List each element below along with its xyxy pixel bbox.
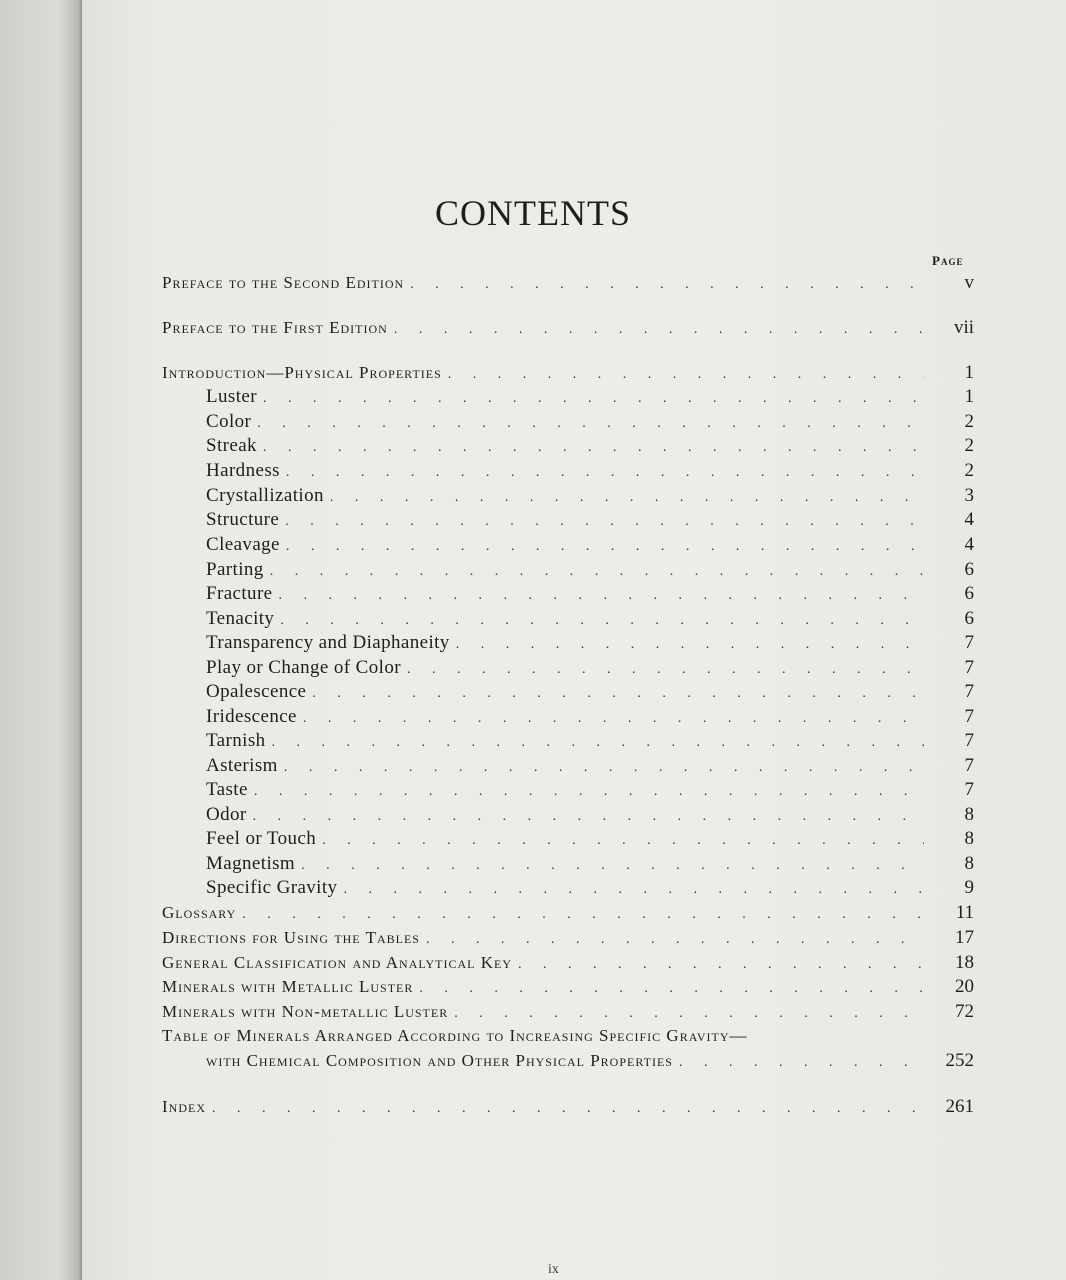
toc-subentry [206, 754, 974, 778]
toc-subentry [206, 729, 974, 753]
toc-entry-page: 7 [964, 681, 974, 702]
toc-subentry [206, 558, 974, 582]
toc-entry-page: 4 [964, 509, 974, 530]
toc-entry-label: Luster [206, 386, 257, 407]
dot-leader [242, 903, 924, 927]
toc-entry-label: Index [162, 1097, 206, 1116]
toc-entry-label: Fracture [206, 583, 273, 604]
contents-heading: CONTENTS [435, 193, 631, 233]
dot-leader [279, 584, 925, 608]
dot-leader [679, 1051, 924, 1075]
toc-subentry [206, 508, 974, 532]
dot-leader [285, 510, 924, 534]
toc-entry-label: Specific Gravity [206, 877, 338, 898]
toc-entry-page: 17 [955, 927, 974, 948]
toc-entry-page: vii [953, 317, 974, 338]
toc-entry-label: Asterism [206, 755, 278, 776]
toc-entry-page: 9 [964, 877, 974, 898]
toc-entry-page: 11 [955, 902, 974, 923]
toc-entry-label: Glossary [162, 903, 237, 922]
toc-entry-label: Cleavage [206, 534, 280, 555]
toc-entry-label: Directions for Using the Tables [162, 928, 420, 947]
toc-entry [162, 1000, 974, 1024]
toc-entry-page: 8 [964, 804, 974, 825]
toc-entry-label: Iridescence [206, 706, 297, 727]
toc-entry-page: 3 [964, 485, 974, 506]
toc-entry-page: 7 [964, 706, 974, 727]
toc-entry-page: 7 [964, 657, 974, 678]
toc-subentry [206, 410, 974, 434]
toc-entry-page: v [964, 272, 974, 293]
toc-entry-label: Preface to the First Edition [162, 318, 388, 337]
toc-subentry [206, 680, 974, 704]
dot-leader [448, 363, 924, 387]
toc-subentry [206, 533, 974, 557]
toc-subentry [206, 827, 974, 851]
toc-entry-page: 6 [964, 559, 974, 580]
toc-entry-label: Tarnish [206, 730, 266, 751]
toc-entry [162, 951, 974, 975]
page-folio: ix [548, 1262, 559, 1277]
toc-entry-label: Streak [206, 435, 257, 456]
dot-leader [263, 436, 924, 460]
toc-subentry [206, 803, 974, 827]
toc-entry-page: 7 [964, 632, 974, 653]
toc-subentry [206, 656, 974, 680]
toc-subentry [206, 852, 974, 876]
dot-leader [286, 461, 924, 485]
toc-entry-label: Parting [206, 559, 264, 580]
toc-subentry [206, 484, 974, 508]
toc-entry-label: Hardness [206, 460, 280, 481]
toc-subentry [206, 607, 974, 631]
dot-leader [280, 609, 924, 633]
toc-entry-page: 1 [964, 386, 974, 407]
dot-leader [253, 805, 924, 829]
toc-entry-label: Feel or Touch [206, 828, 317, 849]
toc-entry-line-2 [206, 1049, 974, 1073]
dot-leader [284, 756, 924, 780]
dot-leader [518, 953, 924, 977]
toc-entry-label: Structure [206, 509, 280, 530]
toc-entry-line-1 [162, 1024, 974, 1048]
toc-entry-page: 20 [955, 976, 974, 997]
toc-subentry [206, 778, 974, 802]
toc-entry-label: Color [206, 411, 252, 432]
toc-entry-page: 1 [964, 362, 974, 383]
toc-entry-label: Introduction—Physical Properties [162, 363, 442, 382]
dot-leader [286, 535, 924, 559]
toc-entry-label: Play or Change of Color [206, 657, 401, 678]
toc-entry-label: Magnetism [206, 853, 296, 874]
dot-leader [254, 780, 924, 804]
dot-leader [272, 731, 924, 755]
toc-entry-label: Table of Minerals Arranged According to Increasing Specific Gravity— [162, 1026, 748, 1045]
toc-subentry [206, 582, 974, 606]
toc-entry-page: 8 [964, 828, 974, 849]
dot-leader [410, 273, 924, 297]
toc-entry [162, 361, 974, 385]
toc-entry-label: Odor [206, 804, 247, 825]
toc-entry-page: 4 [964, 534, 974, 555]
dot-leader [303, 707, 924, 731]
toc-entry-page: 18 [955, 952, 974, 973]
toc-entry-page: 8 [964, 853, 974, 874]
dot-leader [312, 682, 924, 706]
dot-leader [407, 658, 924, 682]
dot-leader [456, 633, 924, 657]
dot-leader [426, 928, 924, 952]
toc-entry-page: 7 [964, 755, 974, 776]
toc-entry-label: Minerals with Non-metallic Luster [162, 1002, 449, 1021]
toc-entry-page: 2 [964, 435, 974, 456]
dot-leader [394, 318, 924, 342]
toc-entry-label: Crystallization [206, 485, 324, 506]
dot-leader [330, 486, 924, 510]
dot-leader [343, 878, 924, 902]
toc-subentry [206, 631, 974, 655]
toc-entry [162, 975, 974, 999]
toc-entry-page: 72 [955, 1001, 974, 1022]
toc-entry-label: with Chemical Composition and Other Physical Properties [206, 1051, 673, 1070]
toc-subentry [206, 705, 974, 729]
toc-entry-label: Preface to the Second Edition [162, 273, 405, 292]
toc-subentry [206, 385, 974, 409]
toc-entry-page: 7 [964, 730, 974, 751]
toc-entry-label: Opalescence [206, 681, 307, 702]
toc-entry-label: Minerals with Metallic Luster [162, 977, 414, 996]
dot-leader [454, 1002, 924, 1026]
toc-entry-page: 2 [964, 460, 974, 481]
toc-entry-page: 7 [964, 779, 974, 800]
toc-entry-label: Tenacity [206, 608, 275, 629]
toc-entry-page: 2 [964, 411, 974, 432]
toc-subentry [206, 876, 974, 900]
dot-leader [212, 1097, 924, 1121]
toc-entry [162, 316, 974, 340]
toc-entry-page: 6 [964, 583, 974, 604]
toc-entry-label: Transparency and Diaphaneity [206, 632, 450, 653]
page-column-label: Page [932, 253, 964, 268]
dot-leader [301, 854, 924, 878]
dot-leader [257, 412, 924, 436]
toc-entry [162, 271, 974, 295]
dot-leader [263, 387, 924, 411]
toc-entry [162, 1095, 974, 1119]
dot-leader [270, 560, 924, 584]
toc-entry [162, 926, 974, 950]
dot-leader [322, 829, 924, 853]
toc-entry-label: General Classification and Analytical Key [162, 953, 513, 972]
dot-leader [419, 977, 924, 1001]
toc-subentry [206, 434, 974, 458]
toc-entry-label: Taste [206, 779, 248, 800]
toc-entry-page: 261 [945, 1096, 974, 1117]
toc-entry-page: 252 [945, 1050, 974, 1071]
toc-subentry [206, 459, 974, 483]
toc-entry-page: 6 [964, 608, 974, 629]
toc-entry [162, 901, 974, 925]
